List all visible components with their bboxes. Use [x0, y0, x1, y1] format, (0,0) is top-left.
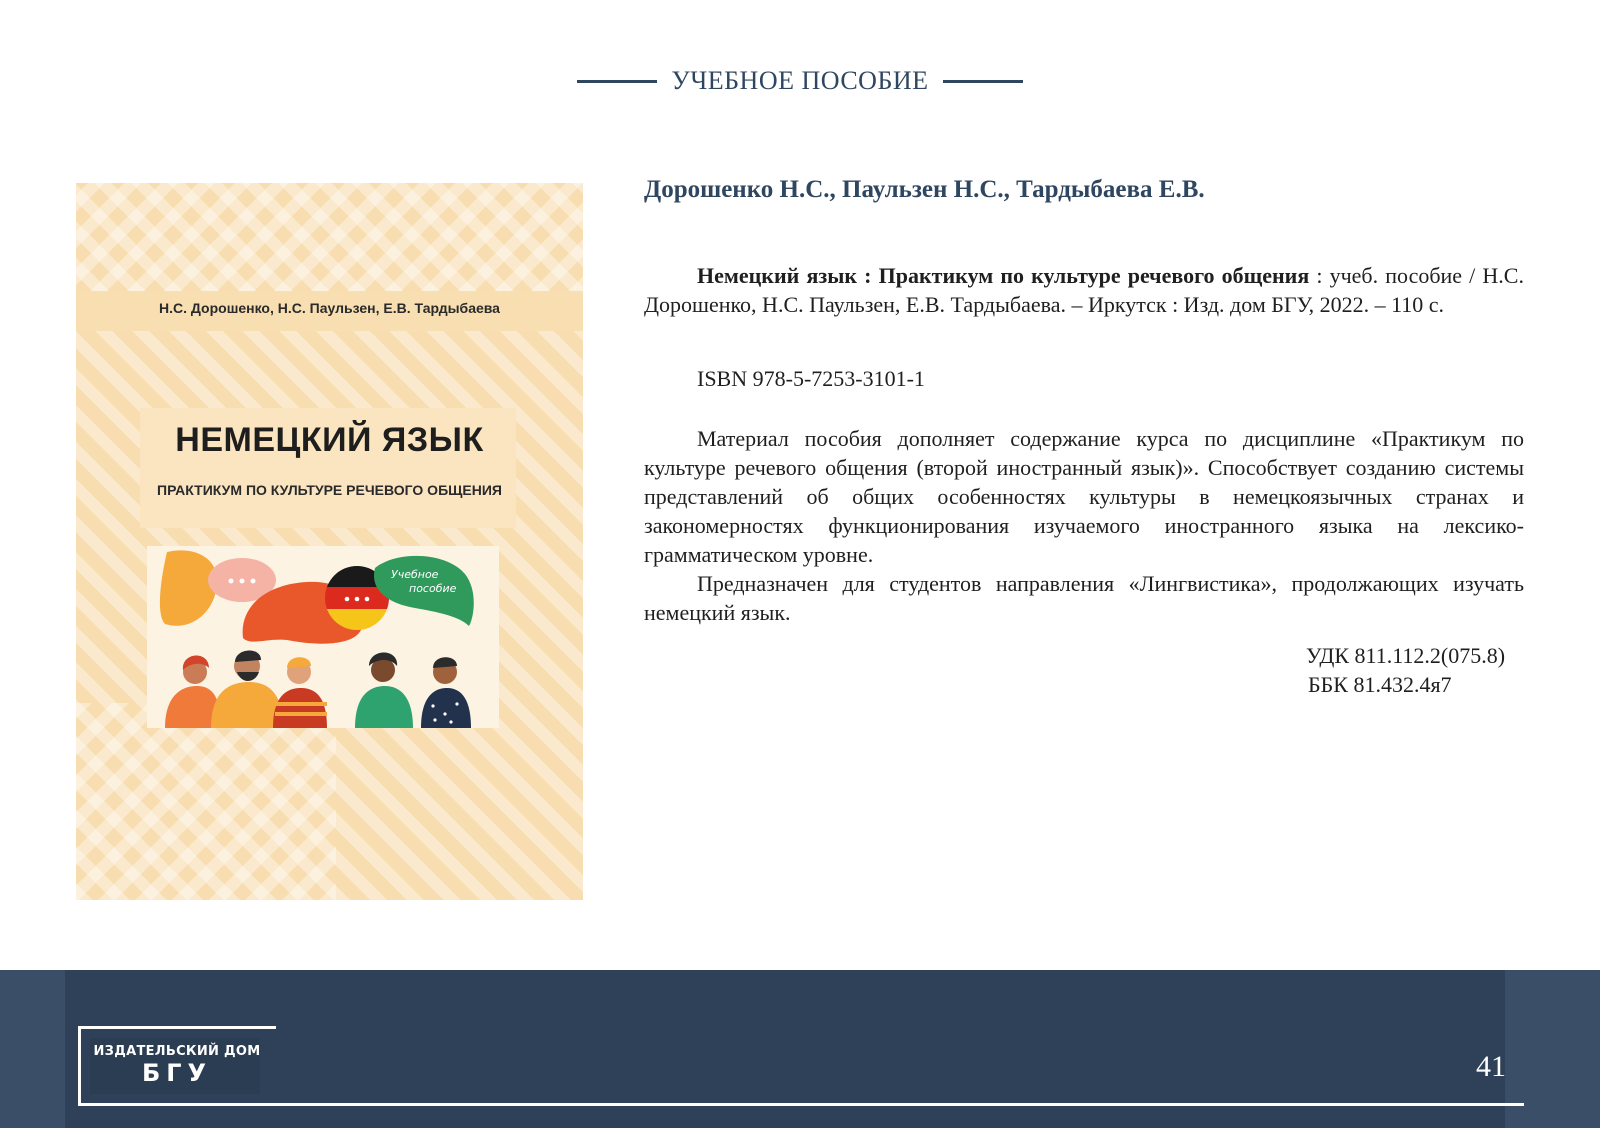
bbk-code: ББК 81.432.4я7 [1308, 672, 1452, 697]
book-cover [76, 183, 583, 900]
cover-authors: Н.С. Дорошенко, Н.С. Паульзен, Е.В. Тардыбаева [159, 300, 500, 316]
header-rule-right [943, 80, 1023, 83]
cover-pattern [76, 703, 336, 900]
book-authors: Дорошенко Н.С., Паульзен Н.С., Тардыбаева Е.В. [644, 176, 1205, 203]
cover-subtitle: ПРАКТИКУМ ПО КУЛЬТУРЕ РЕЧЕВОГО ОБЩЕНИЯ [157, 482, 502, 498]
cover-title: НЕМЕЦКИЙ ЯЗЫК [175, 421, 484, 459]
person-4 [355, 653, 413, 729]
book-purpose: Предназначен для студентов направления «Лингвистика», продолжающих изучать немецкий язык. [644, 571, 1524, 625]
person-3 [273, 657, 327, 728]
header-rule-left [577, 80, 657, 83]
book-description: Материал пособия дополняет содержание курса по дисциплине «Практикум по культуре речевого общения (второй иностранный язык)». Способствует созданию системы представлений об общих особенностях культуры в немецкоязычных странах и закономерностях функционирования изучаемого иностранного языка на лексико-грамматическом уровне. [644, 426, 1524, 567]
cover-illustration [147, 546, 499, 728]
badge-line-1: Учебное [391, 568, 439, 581]
person-5 [421, 657, 471, 728]
logo-line-2: БГУ [141, 1059, 213, 1087]
ellipsis-icon [229, 579, 256, 584]
footer-baseline [78, 1103, 1524, 1106]
speech-bubble-yellow [160, 550, 217, 625]
section-title: УЧЕБНОЕ ПОСОБИЕ [671, 66, 929, 95]
udk-code: УДК 811.112.2(075.8) [1306, 643, 1506, 668]
logo-line-1: ИЗДАТЕЛЬСКИЙ ДОМ [93, 1044, 261, 1059]
book-citation [644, 261, 1524, 319]
cover-pattern [76, 183, 583, 293]
page-number: 41 [1476, 1050, 1506, 1083]
isbn: ISBN 978-5-7253-3101-1 [697, 366, 925, 391]
badge-line-2: пособие [409, 582, 457, 595]
classification-codes [1306, 641, 1505, 699]
person-2 [211, 650, 283, 728]
citation-details: : учеб. пособие / Н.С. Дорошенко, Н.С. Паульзен, Е.В. Тардыбаева. – Иркутск : Изд. дом БГУ, 2022. – 110 с. [644, 263, 1524, 317]
publisher-logo [78, 1026, 276, 1106]
section-header [0, 66, 1600, 96]
book-title: Немецкий язык : Практикум по культуре речевого общения [697, 263, 1310, 288]
